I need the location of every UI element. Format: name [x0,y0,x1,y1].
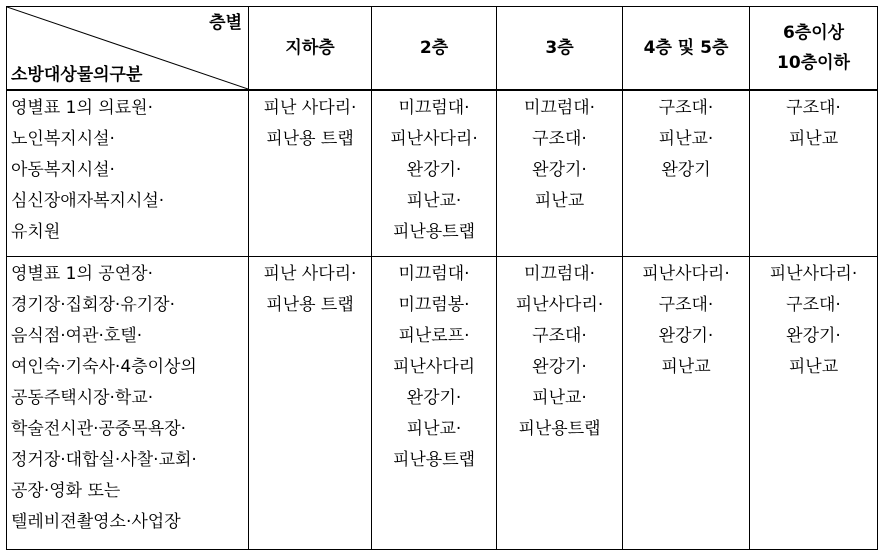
equipment-item: 피난로프· [398,326,470,346]
equipment-item: 피난용트랩 [392,450,476,470]
equipment-item: 피난용트랩 [392,222,476,242]
equipment-cell-4f-5f [623,90,750,257]
object-category-label: 소방대상물의구분 [11,65,143,85]
equipment-item: 피난교 [661,357,711,377]
table-row-public-facilities [7,257,878,550]
equipment-item: 완강기· [532,357,587,377]
equipment-cell-6f-10f [750,257,878,550]
equipment-item: 완강기 [661,160,711,180]
equipment-item: 피난 사다리· [263,264,357,284]
equipment-item: 피난교 [788,357,839,377]
equipment-item: 피난교· [406,419,462,439]
equipment-item: 피난용트랩 [518,419,601,439]
column-header-4f-5f [623,7,750,91]
category-line: 영별표 1의 공연장· [11,264,153,284]
equipment-cell-2f [372,90,497,257]
equipment-cell-2f [372,257,497,550]
equipment-item: 피난사다리· [642,264,730,284]
category-line: 공장·영화 또는 [11,481,121,501]
column-header-3f [497,7,623,91]
category-cell [7,90,249,257]
equipment-item: 피난교· [658,129,714,149]
equipment-item: 완강기· [406,160,462,180]
equipment-item: 미끄럼대· [523,264,596,284]
equipment-item: 구조대· [786,98,841,118]
equipment-item: 구조대· [532,326,587,346]
equipment-item: 구조대· [532,129,587,149]
category-line: 정거장·대합실·사찰·교회· [11,450,197,470]
equipment-cell-3f [497,257,623,550]
equipment-item: 완강기· [406,388,462,408]
equipment-item: 피난교· [406,191,462,211]
equipment-item: 피난교· [532,388,587,408]
column-header-line: 3층 [545,38,574,58]
equipment-item: 피난 사다리· [263,98,357,118]
column-header-line: 4층 및 5층 [643,38,729,58]
equipment-item: 피난교 [788,129,839,149]
category-line: 음식점·여관·호텔· [11,326,143,346]
floor-label: 층별 [209,13,242,33]
table-row-medical [7,90,878,257]
equipment-cell-basement [249,257,372,550]
equipment-cell-4f-5f [623,257,750,550]
equipment-item: 피난사다리· [390,129,478,149]
category-line: 유치원 [11,222,61,242]
category-cell [7,257,249,550]
evacuation-equipment-table [6,6,878,550]
equipment-item: 완강기· [658,326,714,346]
equipment-item: 완강기· [532,160,587,180]
category-line: 영별표 1의 의료원· [11,98,153,118]
equipment-item: 미끄럼봉· [398,295,470,315]
equipment-item: 미끄럼대· [398,264,470,284]
column-header-2f [372,7,497,91]
column-header-line: 2층 [419,38,449,58]
column-header-6f-10f [750,7,878,91]
category-line: 심신장애자복지시설· [11,191,165,211]
equipment-item: 피난사다리· [515,295,604,315]
category-line: 경기장·집회장·유기장· [11,295,176,315]
header-row [7,7,878,91]
equipment-cell-6f-10f [750,90,878,257]
category-line: 학술전시관·공중목욕장· [11,419,187,439]
column-header-line: 6층이상 [782,23,845,43]
corner-header-cell [7,7,249,91]
category-line: 여인숙·기숙사·4층이상의 [11,357,197,377]
equipment-cell-3f [497,90,623,257]
column-header-basement [249,7,372,91]
equipment-item: 구조대· [658,98,714,118]
category-line: 텔레비젼촬영소·사업장 [11,512,181,532]
category-line: 아동복지시설· [11,160,115,180]
category-line: 노인복지시설· [11,129,115,149]
equipment-item: 미끄럼대· [523,98,596,118]
equipment-item: 피난교 [534,191,585,211]
equipment-item: 피난용 트랩 [266,295,354,315]
column-header-line: 10층이하 [777,53,850,73]
category-line: 공동주택시장·학교· [11,388,154,408]
equipment-cell-basement [249,90,372,257]
equipment-item: 구조대· [658,295,714,315]
column-header-line: 지하층 [285,38,335,58]
equipment-item: 완강기· [786,326,841,346]
equipment-item: 피난사다리· [769,264,858,284]
equipment-item: 미끄럼대· [398,98,470,118]
equipment-item: 피난용 트랩 [266,129,354,149]
equipment-item: 피난사다리 [392,357,476,377]
equipment-item: 구조대· [786,295,841,315]
